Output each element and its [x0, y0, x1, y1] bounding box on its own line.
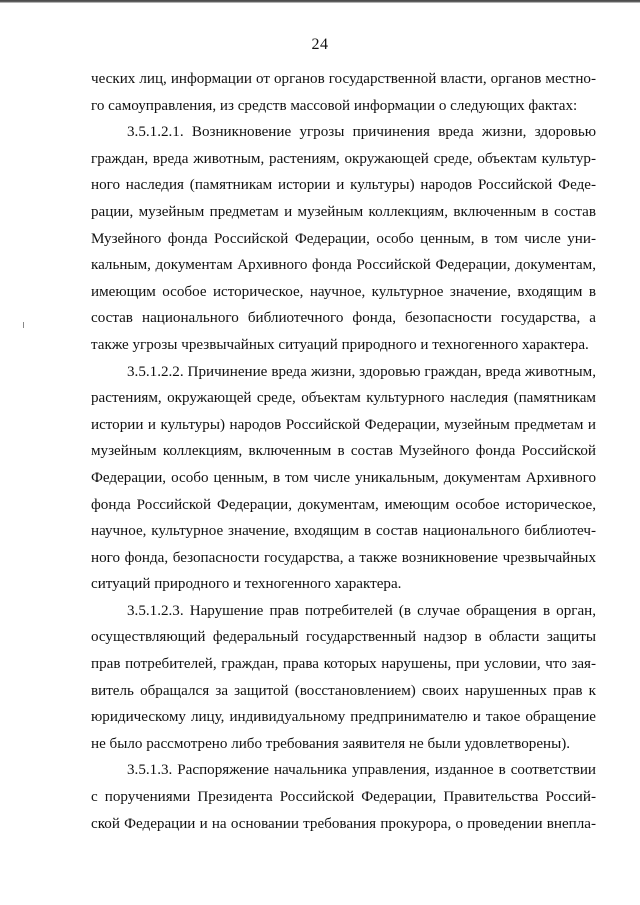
text-line: ного фонда, безопасности государства, а также возникновение чрезвычайных [91, 549, 596, 566]
scan-top-edge [0, 0, 640, 3]
page-number: 24 [311, 36, 329, 53]
text-line: научное, культурное значение, входящим в состав национального библиотеч- [91, 523, 596, 540]
text-line: 3.5.1.2.1. Возникновение угрозы причинения вреда жизни, здоровью [127, 124, 596, 141]
text-line: Музейного фонда Российской Федерации, особо ценным, в том числе уни- [91, 230, 596, 247]
text-line: с поручениями Президента Российской Федерации, Правительства Россий- [91, 789, 596, 806]
scan-margin-mark [23, 322, 24, 328]
text-line: Федерации, особо ценным, в том числе уникальным, документам Архивного [91, 469, 596, 486]
text-line: фонда Российской Федерации, документам, имеющим особое историческое, [91, 496, 596, 513]
text-line: музейным коллекциям, включенным в состав Музейного фонда Российской [91, 443, 596, 460]
text-line: ской Федерации и на основании требования прокурора, о проведении внепла- [91, 815, 596, 832]
paragraph-continuation [91, 66, 596, 119]
text-line: кальным, документам Архивного фонда Российской Федерации, документам, [91, 257, 596, 274]
text-line: юридическому лицу, индивидуальному предпринимателю и такое обращение [91, 709, 596, 726]
paragraph-3-5-1-2-3 [91, 598, 596, 758]
document-body [91, 66, 596, 837]
text-line: ного наследия (памятникам истории и культуры) народов Российской Феде- [91, 177, 596, 194]
text-line: состав национального библиотечного фонда, безопасности государства, а [91, 310, 596, 327]
paragraph-3-5-1-3 [91, 757, 596, 837]
text-line: граждан, вреда животным, растениям, окружающей среде, объектам культур- [91, 150, 596, 167]
text-line: растениям, окружающей среде, объектам культурного наследия (памятникам [91, 390, 596, 407]
text-line: прав потребителей, граждан, права которых нарушены, при условии, что зая- [91, 656, 596, 673]
text-line: осуществляющий федеральный государственный надзор в области защиты [91, 629, 596, 646]
text-line: витель обращался за защитой (восстановлением) своих нарушенных прав к [91, 682, 596, 699]
text-line: ческих лиц, информации от органов государственной власти, органов местно- [91, 71, 596, 87]
text-line: имеющим особое историческое, научное, культурное значение, входящим в [91, 283, 596, 300]
text-line: истории и культуры) народов Российской Федерации, музейным предметам и [91, 416, 596, 433]
text-line: ситуаций природного и техногенного характера. [91, 576, 402, 593]
paragraph-3-5-1-2-1 [91, 119, 596, 358]
text-line: 3.5.1.2.2. Причинение вреда жизни, здоровью граждан, вреда животным, [127, 363, 596, 380]
text-line: 3.5.1.2.3. Нарушение прав потребителей (в случае обращения в орган, [127, 602, 596, 619]
text-line: также угрозы чрезвычайных ситуаций природного и техногенного характера. [91, 336, 589, 353]
text-line: го самоуправления, из средств массовой информации о следующих фактах: [91, 97, 578, 114]
text-line: рации, музейным предметам и музейным коллекциям, включенным в состав [91, 203, 596, 220]
paragraph-3-5-1-2-2 [91, 359, 596, 598]
text-line: не было рассмотрено либо требования заявителя не были удовлетворены). [91, 735, 571, 752]
text-line: 3.5.1.3. Распоряжение начальника управления, изданное в соответствии [127, 762, 596, 779]
